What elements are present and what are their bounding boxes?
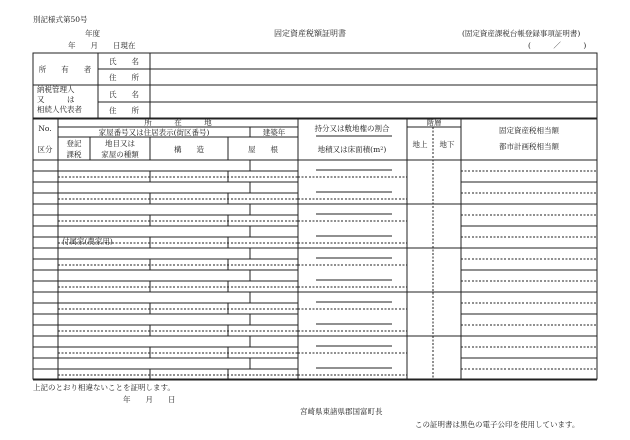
certify-statement: 上記のとおり相違ないことを証明します。: [33, 383, 175, 392]
page-subtitle: (固定資産課税台帳登録事項証明書): [462, 29, 581, 38]
col-registered-2: 課税: [66, 150, 82, 159]
col-above-ground: 地上: [412, 140, 428, 149]
page-title: 固定資産税額証明書: [274, 29, 346, 38]
annex-row-label: 付属家(農家用): [62, 237, 113, 246]
col-house-no: 家屋番号又は住居表示(街区番号): [98, 128, 210, 137]
col-share: 持分又は敷地権の割合: [314, 124, 390, 133]
representative-name-label: 氏 名: [109, 90, 139, 99]
representative-label-1: 納税管理人: [37, 85, 75, 94]
col-assessed-city: 都市計画税相当額: [499, 142, 559, 151]
owner-name-label: 氏 名: [109, 57, 139, 66]
col-below-ground: 地下: [439, 140, 455, 149]
col-land-type-1: 地目又は: [105, 139, 135, 148]
col-location: 所 在 地: [144, 118, 212, 127]
seal-note: この証明書は黒色の電子公印を使用しています。: [415, 420, 580, 429]
as-of-date: 年 月 日現在: [68, 41, 136, 50]
fiscal-year-label: 年度: [85, 29, 100, 38]
col-roof: 屋 根: [248, 145, 278, 154]
date-slot: ( ／ ): [528, 41, 587, 50]
col-registered-1: 登記: [66, 139, 82, 148]
col-no: No.: [38, 124, 52, 133]
col-area: 地積又は床面積$(m^2)$: [317, 145, 387, 154]
col-kubun: 区分: [37, 145, 53, 154]
representative-address-label: 住 所: [109, 106, 139, 115]
owner-label: 所 有 者: [38, 65, 92, 74]
form-number: 別記様式第50号: [33, 15, 88, 24]
col-assessed-fixed: 固定資産税相当額: [499, 126, 559, 135]
issuer-name: 宮崎県東諸県郡国富町長: [300, 407, 383, 416]
certify-date: 年 月 日: [123, 395, 176, 404]
col-land-type-2: 家屋の種類: [101, 150, 139, 159]
owner-address-label: 住 所: [109, 73, 139, 82]
col-structure: 構 造: [174, 145, 204, 154]
col-floors: 階層: [426, 118, 442, 127]
representative-label-2: 又 は: [37, 95, 75, 104]
col-built-year: 建築年: [262, 128, 286, 137]
representative-label-3: 相続人代表者: [37, 105, 82, 114]
